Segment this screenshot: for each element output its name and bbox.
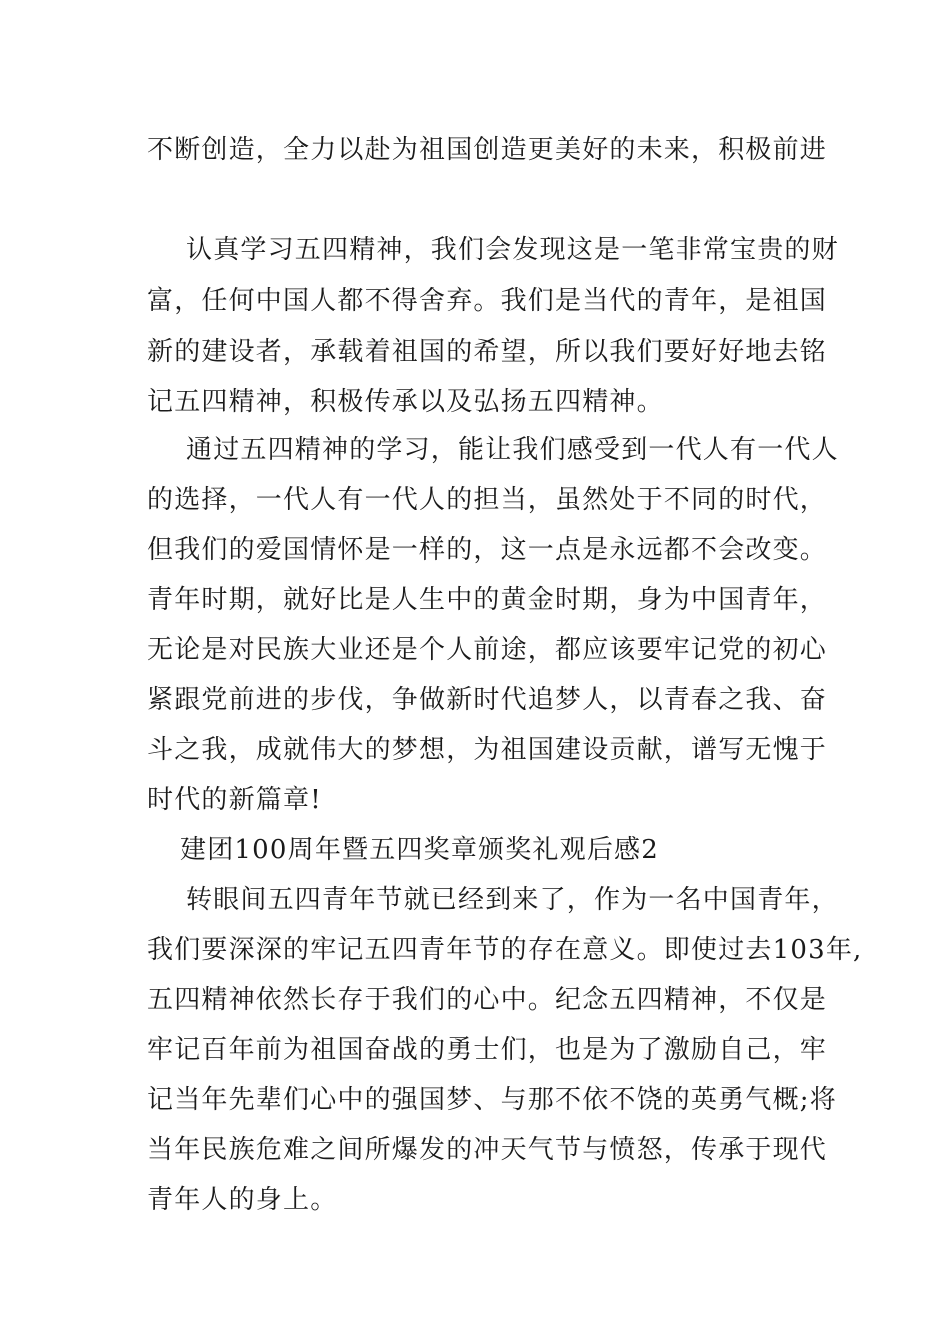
text-line: 时代的新篇章! (147, 785, 322, 815)
section-heading: 建团100周年暨五四奖章颁奖礼观后感2 (180, 835, 659, 865)
text-line: 不断创造，全力以赴为祖国创造更美好的未来，积极前进 (147, 135, 828, 165)
text-line: 斗之我，成就伟大的梦想，为祖国建设贡献，谱写无愧于 (147, 735, 828, 765)
text-line: 青年人的身上。 (147, 1185, 338, 1215)
text-line: 但我们的爱国情怀是一样的，这一点是永远都不会改变。 (147, 535, 828, 565)
text-line: 的选择，一代人有一代人的担当，虽然处于不同的时代， (147, 485, 828, 515)
text-line: 记五四精神，积极传承以及弘扬五四精神。 (147, 387, 664, 417)
text-line: 富，任何中国人都不得舍弃。我们是当代的青年，是祖国 (147, 286, 828, 316)
text-line: 新的建设者，承载着祖国的希望，所以我们要好好地去铭 (147, 337, 828, 367)
text-line: 无论是对民族大业还是个人前途，都应该要牢记党的初心 (147, 635, 828, 665)
text-line: 记当年先辈们心中的强国梦、与那不依不饶的英勇气概;将 (147, 1085, 837, 1115)
text-line: 我们要深深的牢记五四青年节的存在意义。即使过去103年, (147, 935, 863, 965)
text-line: 当年民族危难之间所爆发的冲天气节与愤怒，传承于现代 (147, 1135, 828, 1165)
text-line: 紧跟党前进的步伐，争做新时代追梦人，以青春之我、奋 (147, 685, 828, 715)
text-line: 转眼间五四青年节就已经到来了，作为一名中国青年， (186, 885, 839, 915)
text-line: 青年时期，就好比是人生中的黄金时期，身为中国青年， (147, 585, 828, 615)
text-line: 五四精神依然长存于我们的心中。纪念五四精神，不仅是 (147, 985, 828, 1015)
text-line: 牢记百年前为祖国奋战的勇士们，也是为了激励自己，牢 (147, 1035, 828, 1065)
text-line: 通过五四精神的学习，能让我们感受到一代人有一代人 (186, 435, 839, 465)
text-line: 认真学习五四精神，我们会发现这是一笔非常宝贵的财 (186, 235, 839, 265)
